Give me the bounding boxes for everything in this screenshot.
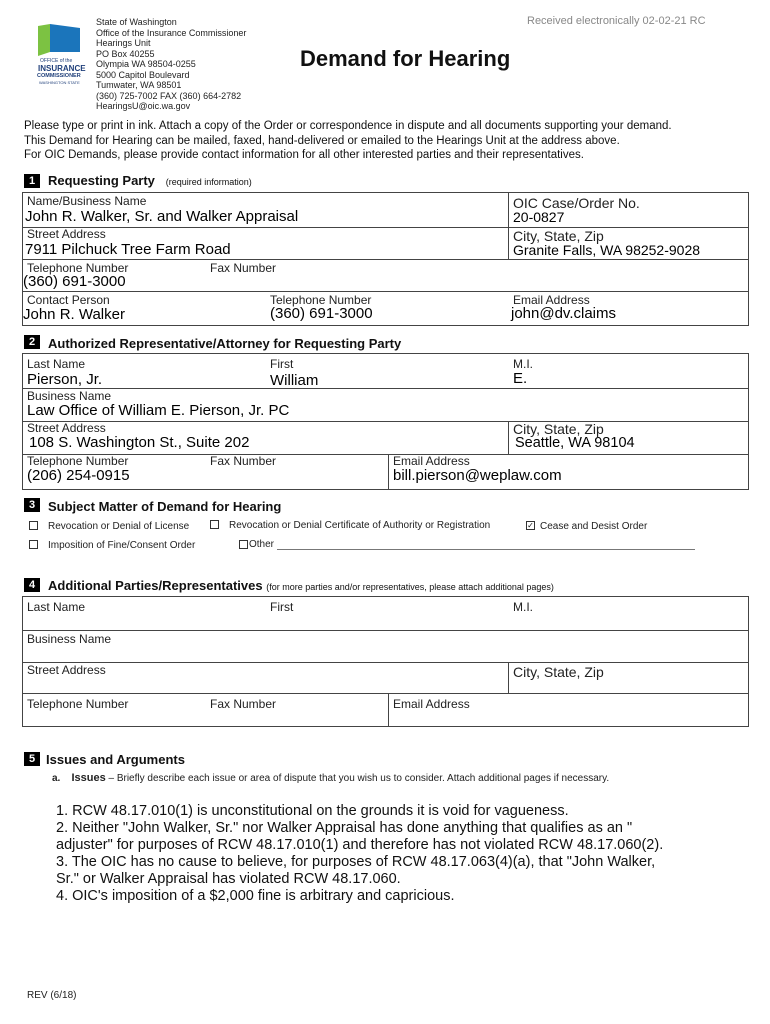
email-field[interactable]: john@dv.claims [511,305,616,322]
issues-instruction [52,772,609,784]
logo-text-4: WASHINGTON STATE [39,80,80,85]
issue-line: 3. The OIC has no cause to believe, for purposes of RCW 48.17.063(4)(a), that "John Walker, [56,854,656,870]
instruction-line: For OIC Demands, please provide contact information for all other interested parties and their representatives. [24,149,584,161]
business-label: Business Name [27,389,112,403]
street-label: Street Address [27,227,106,241]
mi-label: M.I. [513,357,533,371]
agency-line: State of Washington [96,17,177,27]
checkbox-revocation-certificate[interactable] [210,520,219,529]
section-title-text: Requesting Party [48,173,155,188]
checkbox-cease-desist[interactable] [526,521,535,530]
item-letter: a. [52,773,61,784]
checkbox-other[interactable] [239,540,248,549]
section-number: 3 [24,498,40,512]
section-subtitle: (for more parties and/or representatives, please attach additional pages) [266,582,554,592]
section-title: Issues and Arguments [46,752,185,767]
contact-field[interactable]: John R. Walker [23,306,125,323]
last-name-label: Last Name [27,600,86,614]
divider [22,227,749,228]
city-field[interactable]: Granite Falls, WA 98252-9028 [513,242,701,258]
received-stamp: Received electronically 02-02-21 RC [527,15,706,27]
fax-label: Fax Number [210,454,277,468]
divider [508,421,509,454]
divider [22,662,749,663]
divider [22,693,749,694]
fax-label: Fax Number [210,697,277,711]
checkbox-label: Revocation or Denial of License [48,521,190,532]
section-number: 1 [24,174,40,188]
first-name-label: First [270,357,294,371]
contact-phone-label: Telephone Number [270,293,372,307]
divider [22,630,749,631]
checkbox-label: Cease and Desist Order [540,521,648,532]
divider [22,421,749,422]
email-field[interactable]: bill.pierson@weplaw.com [393,467,562,484]
checkbox-revocation-license[interactable] [29,521,38,530]
issue-line: 4. OIC's imposition of a $2,000 fine is arbitrary and capricious. [56,888,455,904]
agency-line: Office of the Insurance Commissioner [96,27,247,38]
name-label: Name/Business Name [27,194,147,208]
divider [508,662,509,693]
checkbox-fine-consent[interactable] [29,540,38,549]
agency-line: HearingsU@oic.wa.gov [96,101,191,111]
street-label: Street Address [27,663,106,677]
business-label: Business Name [27,632,112,646]
issue-line: 2. Neither "John Walker, Sr." nor Walker Appraisal has done anything that qualifies as an " [56,820,633,836]
business-field[interactable]: Law Office of William E. Pierson, Jr. PC [27,402,290,419]
divider [22,454,749,455]
city-label: City, State, Zip [513,228,604,244]
phone-field[interactable]: (206) 254-0915 [27,467,130,484]
city-label: City, State, Zip [513,664,604,680]
checkbox-label: Revocation or Denial Certificate of Authority or Registration [229,520,491,531]
phone-field[interactable]: (360) 691-3000 [23,273,126,290]
revision-label: REV (6/18) [27,990,77,1001]
issues-text[interactable] [56,803,663,905]
instruction-line: This Demand for Hearing can be mailed, faxed, hand-delivered or emailed to the Hearings Unit at the address above. [24,134,620,147]
checkbox-label: Other [249,539,275,550]
logo-text-1: OFFICE of the [40,58,73,64]
divider [22,388,749,389]
section-title [48,173,252,188]
last-name-field[interactable]: Pierson, Jr. [27,371,103,388]
page-title: Demand for Hearing [300,46,511,71]
agency-line: 5000 Capitol Boulevard [96,69,190,80]
checkbox-label: Imposition of Fine/Consent Order [48,540,196,551]
email-label: Email Address [393,697,470,711]
check-mark-icon: ✓ [527,521,534,530]
case-label: OIC Case/Order No. [513,195,640,211]
other-field[interactable] [277,549,695,550]
city-label: City, State, Zip [513,421,604,437]
logo-text-3: COMMISSIONER [37,73,81,79]
fax-label: Fax Number [210,261,277,275]
street-field[interactable]: 108 S. Washington St., Suite 202 [29,434,250,451]
item-title: Issues [71,772,106,784]
agency-line: Olympia WA 98504-0255 [96,59,196,69]
contact-label: Contact Person [27,293,110,307]
phone-label: Telephone Number [27,261,129,275]
divider [22,291,749,292]
section-title: Subject Matter of Demand for Hearing [48,499,282,514]
item-desc: – Briefly describe each issue or area of dispute that you wish us to consider. Attach additional pages if necessary. [108,773,610,784]
section-number: 4 [24,578,40,592]
case-field[interactable]: 20-0827 [513,209,565,225]
last-name-label: Last Name [27,357,86,371]
instruction-line: Please type or print in ink. Attach a copy of the Order or correspondence in dispute and all documents supporting your demand. [24,120,672,132]
agency-line: Hearings Unit [96,38,151,48]
email-label: Email Address [513,293,590,307]
divider [22,259,749,260]
section-title [48,578,554,593]
street-label: Street Address [27,421,106,435]
section-number: 5 [24,752,40,766]
issue-line: Sr." or Walker Appraisal has violated RCW 48.17.060. [56,871,401,887]
section-subtitle: (required information) [165,177,252,187]
first-name-label: First [270,600,294,614]
logo-text-2: INSURANCE [38,64,86,73]
issue-line: 1. RCW 48.17.010(1) is unconstitutional on the grounds it is void for vagueness. [56,803,569,819]
email-label: Email Address [393,454,470,468]
issue-line: adjuster" for purposes of RCW 48.17.010(1) and therefore has not violated RCW 48.17.060(2). [56,837,664,853]
phone-label: Telephone Number [27,697,129,711]
agency-line: PO Box 40255 [96,48,155,59]
agency-address [96,17,246,112]
city-field[interactable]: Seattle, WA 98104 [515,435,635,451]
divider [388,693,389,727]
section-title: Authorized Representative/Attorney for Requesting Party [48,336,402,351]
first-name-field[interactable]: William [270,372,319,389]
section-title-text: Additional Parties/Representatives [48,578,263,593]
contact-phone-field[interactable]: (360) 691-3000 [270,305,373,322]
oic-logo [36,22,84,94]
divider [388,454,389,490]
mi-label: M.I. [513,600,533,614]
name-field[interactable]: John R. Walker, Sr. and Walker Appraisal [25,208,299,225]
section-number: 2 [24,335,40,349]
instructions [24,119,672,163]
oic-logo-icon [36,22,84,58]
phone-label: Telephone Number [27,454,129,468]
agency-line: (360) 725-7002 FAX (360) 664-2782 [96,90,242,101]
agency-line: Tumwater, WA 98501 [96,80,182,90]
mi-field[interactable]: E. [513,370,528,387]
street-field[interactable]: 7911 Pilchuck Tree Farm Road [25,241,231,258]
divider [508,192,509,259]
